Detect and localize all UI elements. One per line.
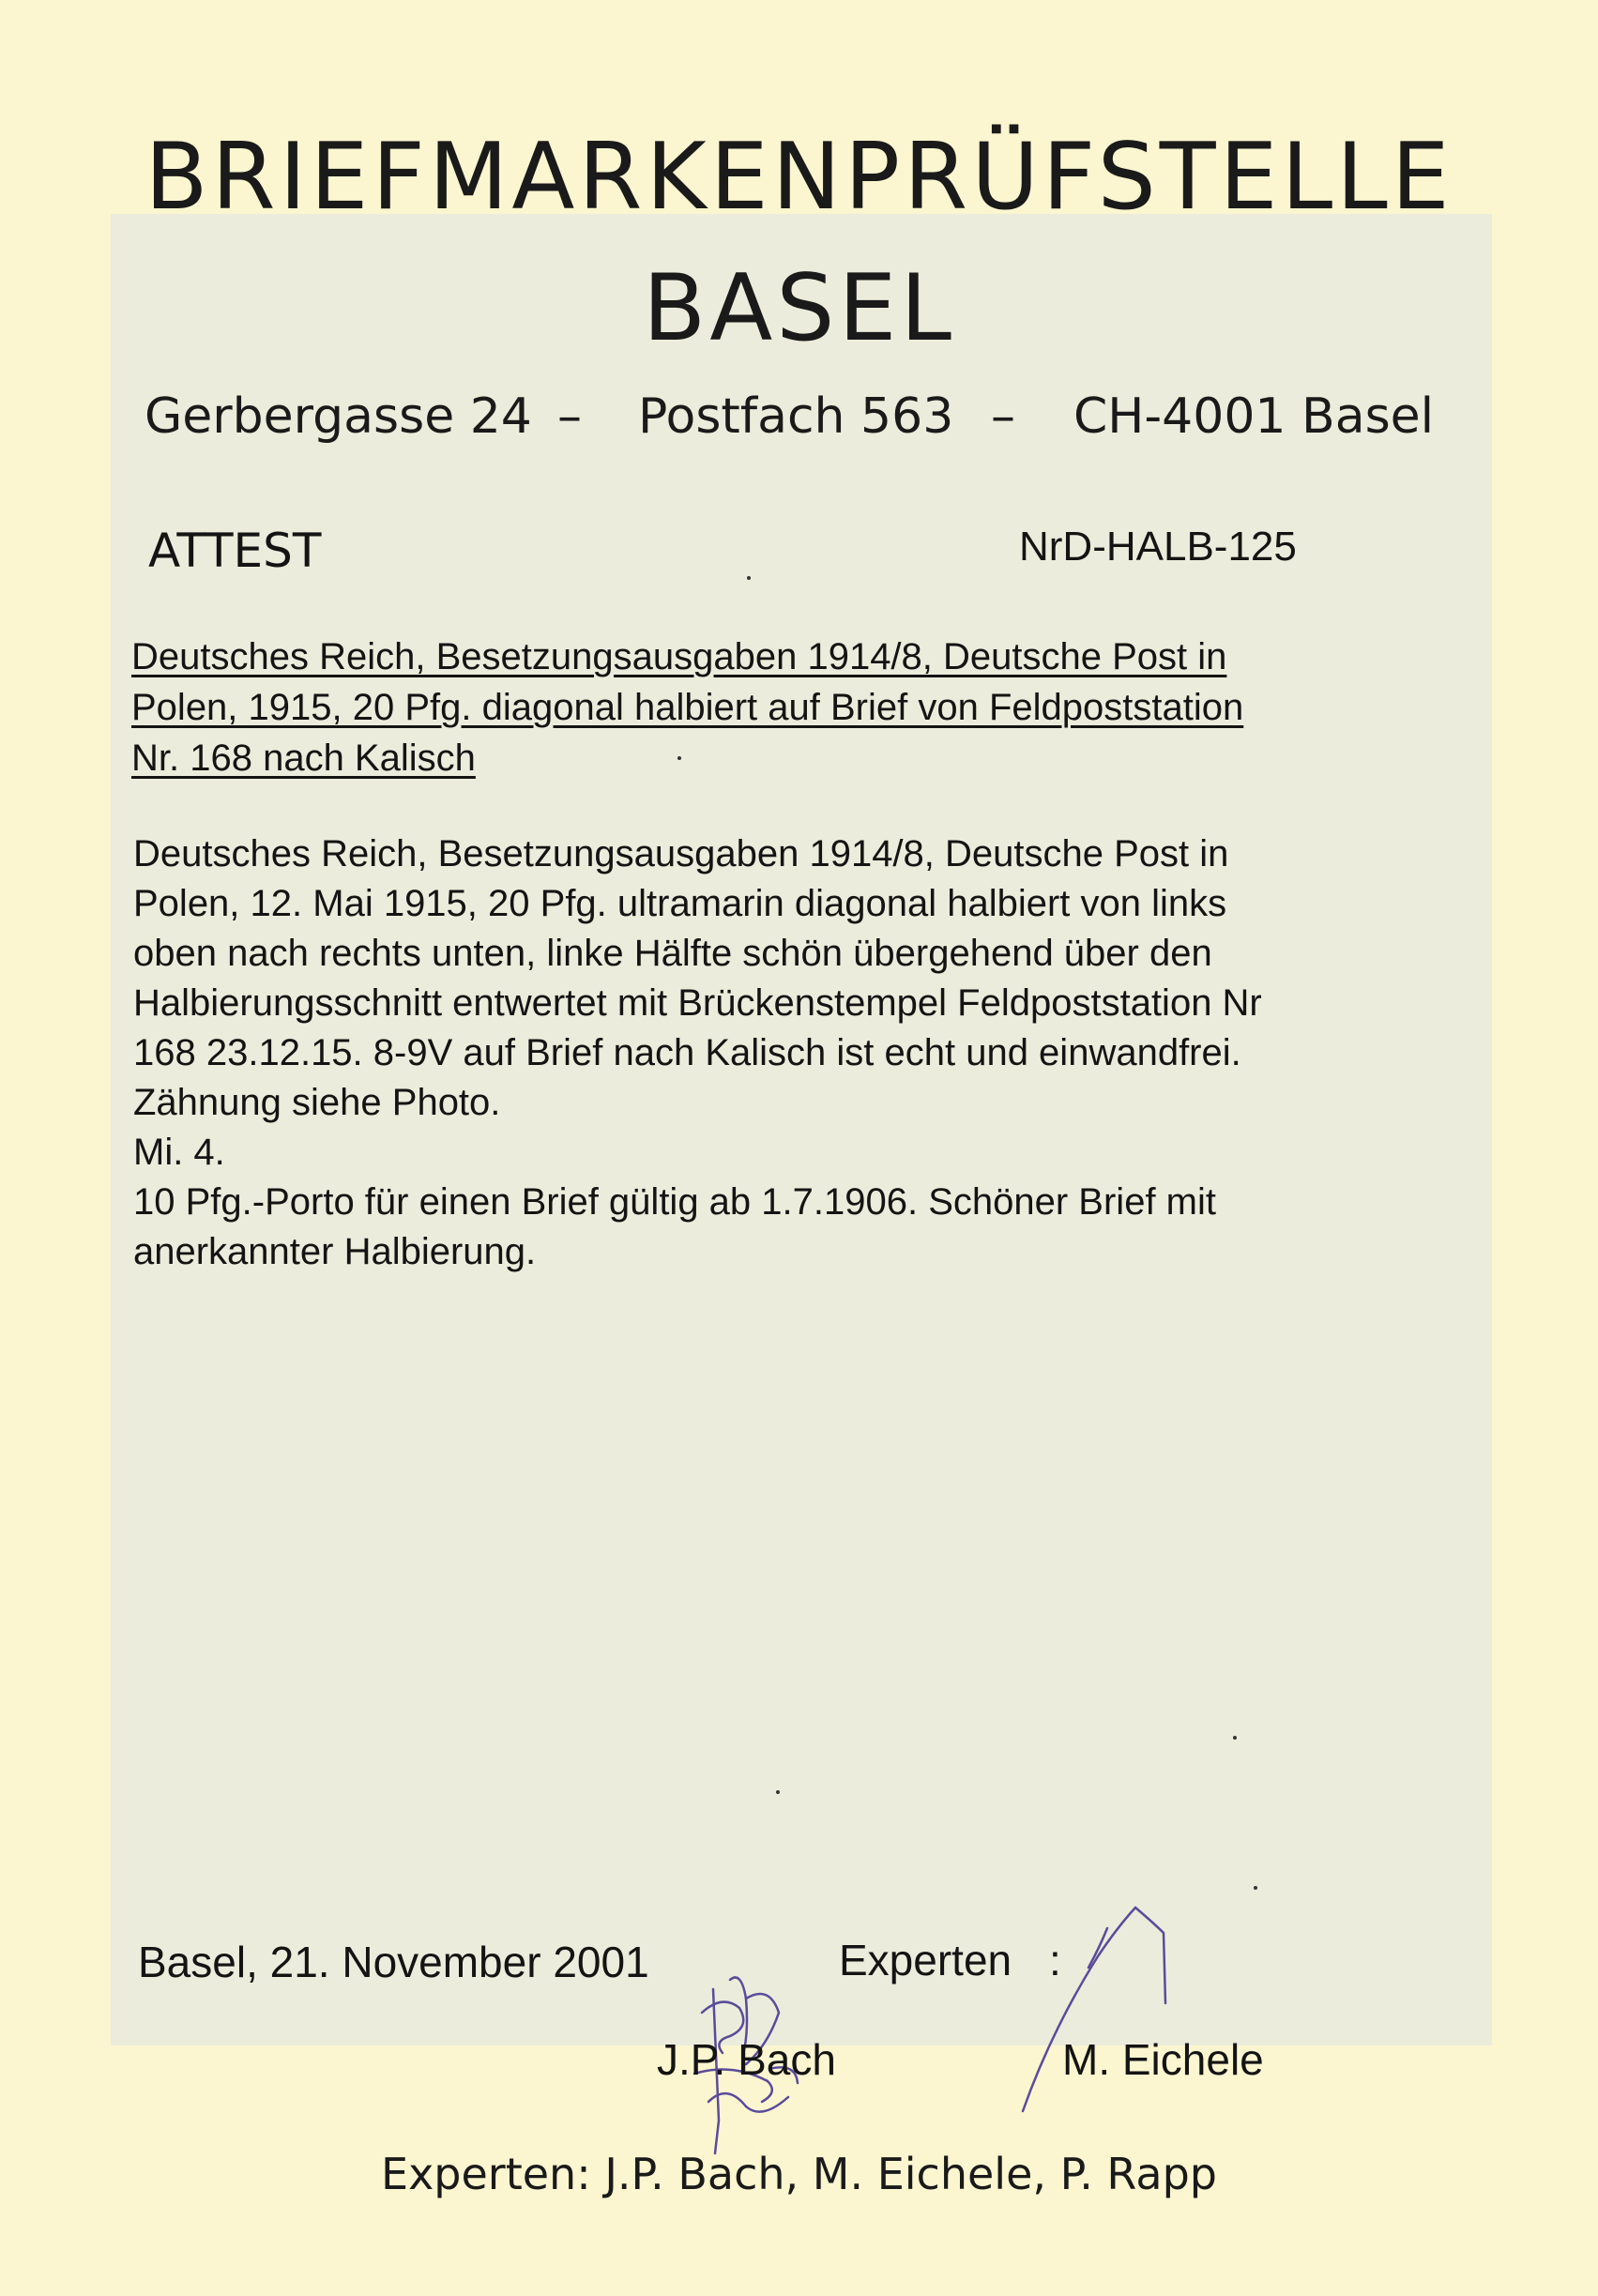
paper-speck	[1233, 1736, 1237, 1740]
description-line: Polen, 12. Mai 1915, 20 Pfg. ultramarin diagonal halbiert von links	[133, 883, 1227, 924]
subject-heading	[131, 631, 1445, 783]
address-street: Gerbergasse 24	[145, 388, 532, 445]
address-postbox: Postfach 563	[638, 388, 954, 445]
description-line: Halbierungsschnitt entwertet mit Brückenstempel Feldpoststation Nr	[133, 982, 1262, 1024]
paper-speck	[776, 1790, 780, 1794]
certificate-number: NrD-HALB-125	[1019, 524, 1297, 570]
paper-speck	[1254, 1886, 1257, 1890]
subject-line: Nr. 168 nach Kalisch	[131, 737, 476, 779]
description-line: Deutsches Reich, Besetzungsausgaben 1914/8, Deutsche Post in	[133, 833, 1229, 874]
subject-line: Deutsches Reich, Besetzungsausgaben 1914/8, Deutsche Post in	[131, 636, 1227, 677]
subject-line: Polen, 1915, 20 Pfg. diagonal halbiert auf Brief von Feldpoststation	[131, 687, 1244, 728]
address-city: CH-4001 Basel	[1073, 388, 1435, 445]
paper-speck	[677, 756, 681, 760]
address-separator: –	[557, 388, 582, 445]
description-line: Mi. 4.	[133, 1132, 225, 1173]
expert-1-name: J.P. Bach	[657, 2035, 836, 2084]
experts-colon: :	[1049, 1936, 1061, 1984]
description-line: 168 23.12.15. 8-9V auf Brief nach Kalisch ist echt und einwandfrei.	[133, 1032, 1241, 1073]
description-body	[133, 829, 1466, 1277]
description-line: oben nach rechts unten, linke Hälfte schön übergehend über den	[133, 933, 1212, 974]
expert-2-name: M. Eichele	[1062, 2035, 1264, 2084]
office-city: BASEL	[643, 255, 955, 362]
description-line: 10 Pfg.-Porto für einen Brief gültig ab 1.7.1906. Schöner Brief mit	[133, 1181, 1216, 1223]
attest-label: ATTEST	[148, 524, 322, 578]
address-separator: –	[991, 388, 1015, 445]
experts-label: Experten	[839, 1936, 1012, 1984]
place-date: Basel, 21. November 2001	[138, 1938, 649, 1986]
description-line: anerkannter Halbierung.	[133, 1231, 537, 1272]
office-name: BRIEFMARKENPRÜFSTELLE	[145, 124, 1453, 231]
description-line: Zähnung siehe Photo.	[133, 1082, 501, 1123]
paper-speck	[747, 576, 751, 580]
footer-experts: Experten: J.P. Bach, M. Eichele, P. Rapp	[381, 2149, 1217, 2199]
